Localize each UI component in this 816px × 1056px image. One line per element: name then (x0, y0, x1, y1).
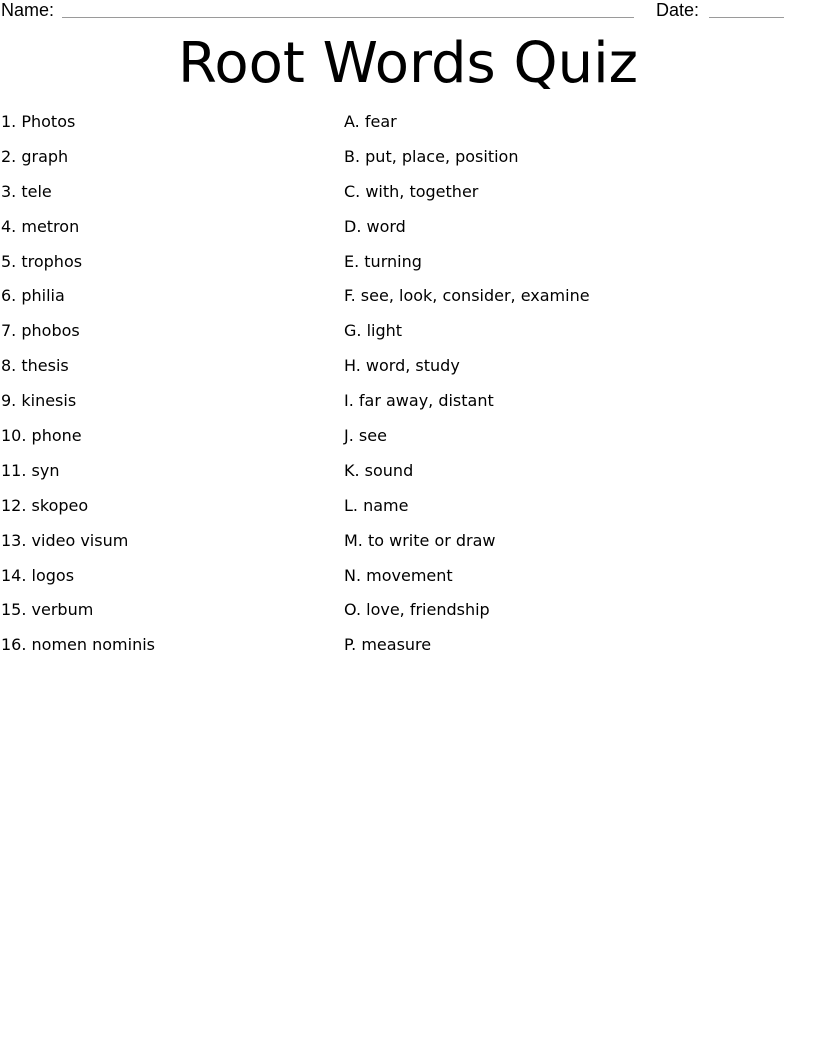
definition-item: M. to write or draw (344, 530, 496, 550)
date-blank-line[interactable] (709, 17, 784, 18)
definition-item: P. measure (344, 635, 432, 655)
definition-item: B. put, place, position (344, 146, 519, 166)
term-item: 3. tele (1, 181, 52, 201)
page-title: Root Words Quiz (177, 31, 639, 96)
definition-item: D. word (344, 216, 406, 236)
term-item: 8. thesis (1, 356, 69, 376)
term-item: 16. nomen nominis (1, 635, 155, 655)
term-item: 9. kinesis (1, 391, 77, 411)
term-item: 11. syn (1, 460, 60, 480)
term-item: 15. verbum (1, 600, 94, 620)
date-label: Date: (656, 0, 700, 20)
term-item: 5. trophos (1, 251, 83, 271)
term-item: 10. phone (1, 426, 82, 446)
definitions-list (344, 112, 784, 670)
definition-item: I. far away, distant (344, 391, 494, 411)
definition-item: K. sound (344, 460, 414, 480)
definition-item: G. light (344, 321, 403, 341)
term-item: 14. logos (1, 565, 75, 585)
term-item: 7. phobos (1, 321, 80, 341)
worksheet-header (0, 0, 816, 24)
definition-item: J. see (344, 426, 387, 446)
term-item: 4. metron (1, 216, 80, 236)
definition-item: O. love, friendship (344, 600, 490, 620)
definition-item: E. turning (344, 251, 422, 271)
definition-item: F. see, look, consider, examine (344, 286, 590, 306)
term-item: 2. graph (1, 146, 69, 166)
definition-item: L. name (344, 495, 409, 515)
name-label: Name: (1, 0, 55, 20)
term-item: 6. philia (1, 286, 65, 306)
term-item: 12. skopeo (1, 495, 89, 515)
definition-item: A. fear (344, 112, 397, 131)
name-blank-line[interactable] (62, 17, 634, 18)
definition-item: C. with, together (344, 181, 479, 201)
term-item: 13. video visum (1, 530, 129, 550)
definition-item: N. movement (344, 565, 453, 585)
definition-item: H. word, study (344, 356, 460, 376)
term-item: 1. Photos (1, 112, 76, 131)
terms-list (1, 112, 321, 670)
